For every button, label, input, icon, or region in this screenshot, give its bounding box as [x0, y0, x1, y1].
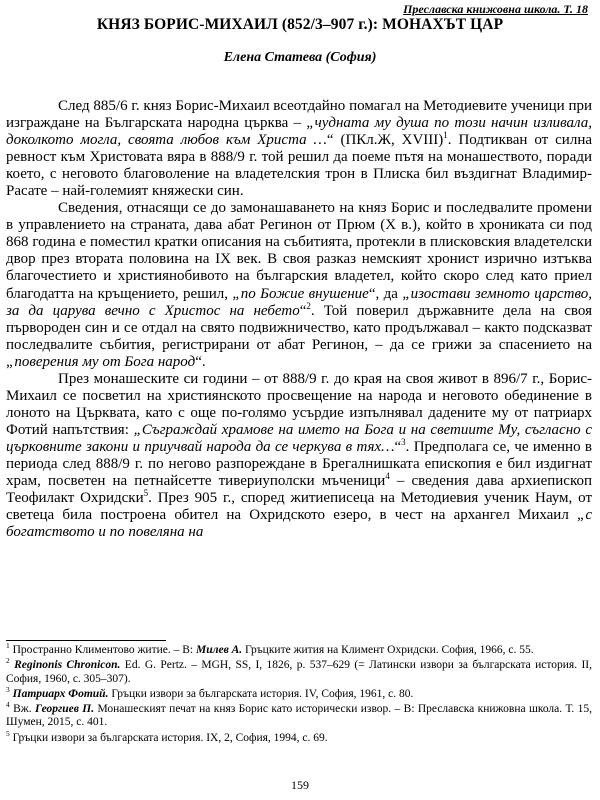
footnote-separator — [6, 640, 166, 641]
article-body — [6, 98, 592, 541]
footnote-ref-4[interactable]: 4 — [385, 471, 390, 482]
footnote-1: $^1$ Пространно Климентово житие. – В: Милев А. Гръцките жития на Климент Охридски. София, 1966, с. 55. — [6, 641, 534, 656]
footnote-ref-5[interactable]: 5 — [143, 488, 149, 499]
article-title: КНЯЗ БОРИС-МИХАИЛ (852/3–907 г.): МОНАХЪТ ЦАР — [96, 16, 504, 33]
running-header: Преславска книжовна школа. Т. 18 — [403, 2, 588, 16]
quote: „чудната му душа по този начин изливала, доколкото могла, своята любов към Христа … — [6, 115, 592, 149]
footnote-ref-2[interactable]: 2 — [306, 300, 311, 311]
page-number: 159 — [291, 778, 309, 792]
quote: „Съграждай храмове на името на Бога и на светиите Му, съгласно с църковните закони и приучвай народа да се черкува в тях… — [6, 421, 592, 455]
footnote-5: $^5$ Гръцки извори за българската история. IX, 2, София, 1994, с. 69. — [6, 728, 328, 744]
paragraph-1: След 885/6 г. княз Борис-Михаил всеотдайно помагал на Методиевите ученици при изграждане на Българската народна църква – „чудната му душа по този начин изливала, доколкото могла, своята любов към Христа …“ (ПКл.Ж, XVIII)$^1$. Подтикван от силна ревност към Христовата вяра в 888/9 г. той решил да поеме пътя на монашеството, поради което, с неговото благоволение на владетелския трон в Плиска бил въздигнат Владимир-Расате – най-големият княжески син. — [6, 98, 593, 200]
quote: „по Божие внушение — [232, 285, 369, 302]
paragraph-3: През монашеските си години – от 888/9 г. до края на своя живот в 896/7 г., Борис-Михаил се посветил на християнското просвещение на народа и неговото обединение в лоното на Църквата, като с още по-голямо усърдие изпълнявал дадените му от патриарх Фотий напътствия: „Съграждай храмове на името на Бога и на светиите Му, съгласно с църковните закони и приучвай народа да се черкува в тях…“$^3$. Предполага се, че именно в периода след 888/9 г. по негово разпореждане в Брегалнишката епископия е бил издигнат храм, посветен на петнайсетте тивериуполски мъченици$^4$ – сведения дава архиепископ Теофилакт Охридски$^5$. През 905 г., според житиеписеца на Методиевия ученик Наум, от светеца била построена обител на Охридското езеро, в чест на архангел Михаил „с богатството и по повеляна на — [6, 370, 592, 541]
footnote-ref-3[interactable]: 3 — [401, 436, 406, 447]
footnote-ref-1[interactable]: 1 — [443, 130, 448, 141]
article-author: Елена Статева (София) — [223, 50, 377, 65]
footnotes — [6, 641, 592, 747]
footnote-4: $^4$ Вж. Георгиев П. Монашеският печат на княз Борис като исторически извор. – В: Преславска книжовна школа. Т. 15, Шумен, 2015, с. 401. — [6, 700, 592, 729]
footnote-3: $^3$ Патриарх Фотий. Гръцки извори за българската история. IV, София, 1961, с. 80. — [6, 685, 414, 700]
quote: „поверения му от Бога народ — [6, 353, 196, 370]
paragraph-2: Сведения, отнасящи се до замонашаването на княз Борис и последвалите промени в управлението на страната, дава абат Регинон от Прюм (X в.), който в хрониката си под 868 година е поместил кратки описания на събитията, протекли в плисковския владетелски двор през втората половина на IX век. В своя разказ немският хронист изрично изтъква благочестието и християнобивото на българския владетел, който скоро след като приел благодатта на кръщението, решил, „по Божие внушение“, да „изостави земното царство, за да царува вечно с Христос на небето“$^2$. Той поверил държавните дела на своя първороден син и се отдал на свято подвижничество, като продължавал – както подсказват последвалите събития, регистрирани от абат Регинон, – да се грижи за спасението на „поверения му от Бога народ“. — [6, 200, 593, 370]
footnote-2: $^2$ Reginonis Chronicon. Ed. G. Pertz. – MGH, SS, I, 1826, p. 537–629 (= Латински извори за българската история. II, София, 1960, с. 305–307). — [6, 656, 592, 685]
quote: „изостави земното царство, за да царува вечно с Христос на небето — [6, 285, 593, 319]
quote: „с богатството и по повеляна на — [6, 507, 592, 541]
